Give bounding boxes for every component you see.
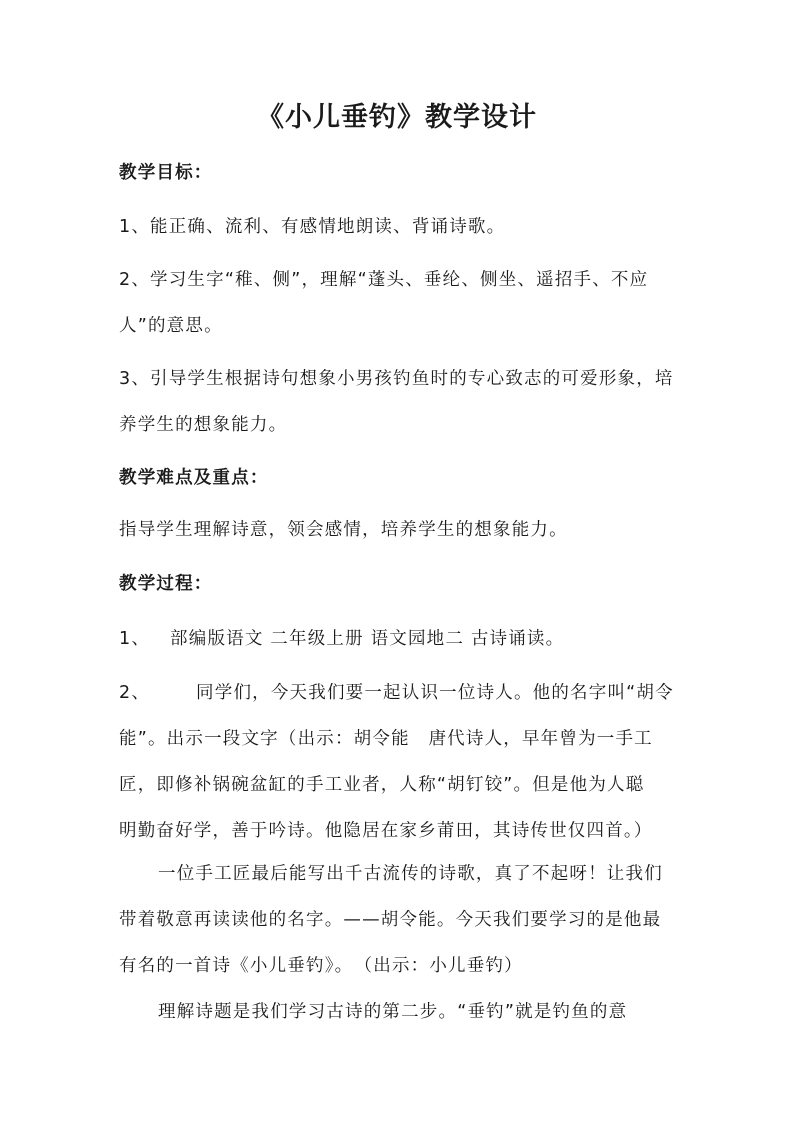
goal-2-line-2: 人”的意思。 bbox=[119, 316, 223, 336]
goal-1 bbox=[119, 204, 684, 250]
paragraph-a-line-1: 一位手工匠最后能写出千古流传的诗歌，真了不起呀！让我们 bbox=[158, 864, 663, 884]
step-2-line-1: 同学们，今天我们要一起认识一位诗人。他的名字叫“胡令 bbox=[196, 683, 674, 703]
step-2-number: 2、 bbox=[119, 683, 151, 703]
difficulty-heading: 教学难点及重点： bbox=[119, 468, 269, 488]
goal-2 bbox=[119, 257, 684, 349]
paragraph-a bbox=[119, 851, 684, 989]
step-2-line-3: 匠，即修补锅碗盆缸的手工业者，人称“胡钉铰”。但是他为人聪 bbox=[119, 775, 645, 795]
goals-heading: 教学目标： bbox=[119, 163, 213, 183]
goal-3-line-2: 养学生的想象能力。 bbox=[119, 415, 288, 435]
step-1-number: 1、 bbox=[119, 629, 151, 649]
step-2-line-4: 明勤奋好学，善于吟诗。他隐居在家乡莆田，其诗传世仅四首。） bbox=[119, 821, 653, 841]
goal-1-text: 1、能正确、流利、有感情地朗读、背诵诗歌。 bbox=[119, 217, 506, 237]
goal-3-line-1: 3、引导学生根据诗句想象小男孩钓鱼时的专心致志的可爱形象，培 bbox=[119, 369, 674, 389]
step-1 bbox=[119, 616, 684, 662]
goal-3 bbox=[119, 356, 684, 448]
step-2-line-2: 能”。出示一段文字（出示：胡令能 唐代诗人，早年曾为一手工 bbox=[119, 729, 653, 749]
paragraph-a-line-3: 有名的一首诗《小儿垂钓》。 （出示：小儿垂钓） bbox=[119, 956, 523, 976]
paragraph-a-line-2: 带着敬意再读读他的名字。——胡令能。今天我们要学习的是他最 bbox=[119, 910, 662, 930]
step-2 bbox=[119, 670, 684, 854]
goal-2-line-1: 2、学习生字“稚、侧”，理解“蓬头、垂纶、侧坐、遥招手、不应 bbox=[119, 270, 649, 290]
process-heading: 教学过程： bbox=[119, 574, 213, 594]
paragraph-b-line-1: 理解诗题是我们学习古诗的第二步。“垂钓”就是钓鱼的意 bbox=[158, 1002, 628, 1022]
step-1-text: 部编版语文 二年级上册 语文园地二 古诗诵读。 bbox=[170, 629, 565, 649]
difficulty-text: 指导学生理解诗意，领会感情，培养学生的想象能力。 bbox=[119, 520, 568, 540]
page-title: 《小儿垂钓》教学设计 bbox=[257, 102, 537, 133]
paragraph-b bbox=[119, 989, 684, 1035]
